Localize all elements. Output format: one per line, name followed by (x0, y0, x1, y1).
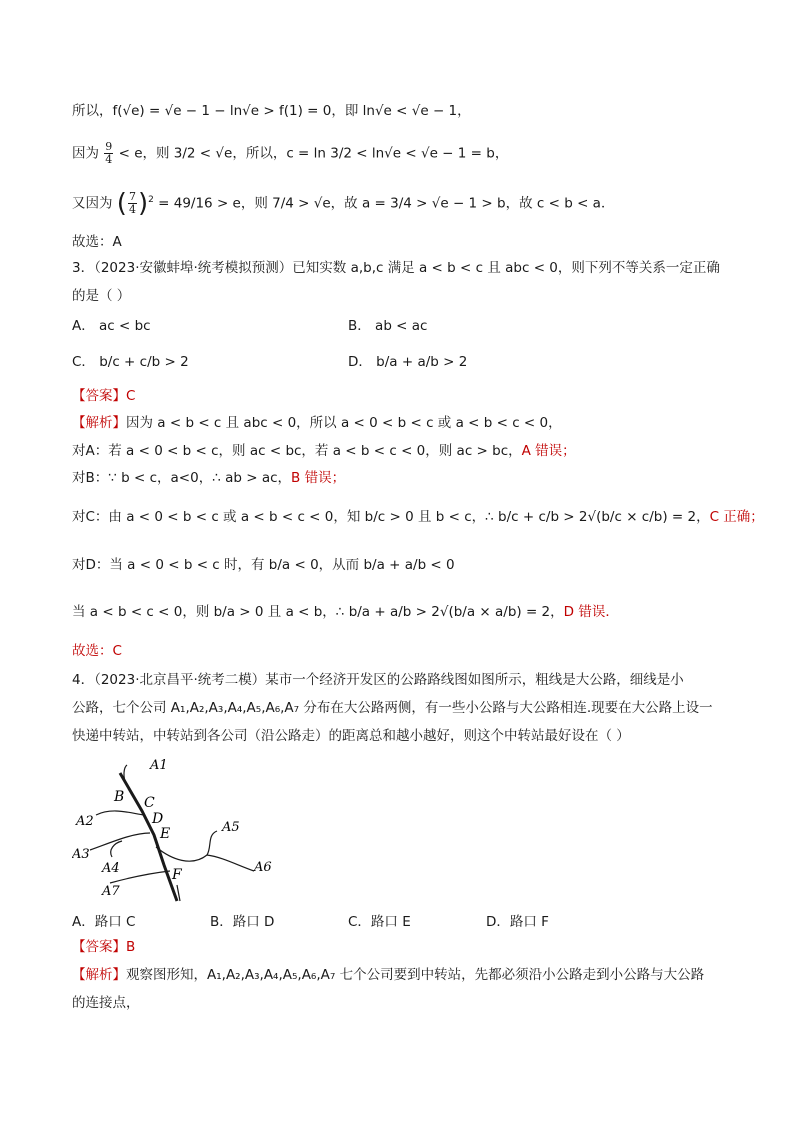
fig-label-a4: A4 (102, 861, 120, 876)
q4-stem-line-2: 公路，七个公司 A₁,A₂,A₃,A₄,A₅,A₆,A₇ 分布在大公路两侧，有一些小公路与大公路相连.现要在大公路上设一 (72, 700, 713, 716)
road-a4 (111, 841, 122, 857)
q4-stem-line-1: 4．（2023·北京昌平·统考二模）某市一个经济开发区的公路路线图如图所示，粗线是大公路，细线是小 (72, 672, 684, 688)
solution-line-3-rest: = 49/16 > e，则 7/4 > √e，故 a = 3/4 > √e − 1 > b，故 c < b < a． (158, 195, 615, 212)
fig-label-a1: A1 (150, 758, 168, 773)
analysis-text: 对C：由 a < 0 < b < c 或 a < b < c < 0，知 b/c > 0 且 b < c，∴ b/c + c/b > 2√(b/c × c/b) = 2， (72, 509, 710, 525)
fig-label-a2: A2 (76, 814, 94, 829)
q3-final-answer: 故选：C (72, 643, 122, 659)
solution-line-2-rest: < e，则 3/2 < √e，所以，c = ln 3/2 < ln√e < √e − 1 = b， (118, 145, 509, 162)
verdict-text: D 错误． (563, 604, 619, 620)
road-map-figure (72, 755, 292, 905)
analysis-text: 当 a < b < c < 0，则 b/a > 0 且 a < b，∴ b/a + a/b > 2√(b/a × a/b) = 2， (72, 604, 564, 620)
prev-final-answer: 故选：A (72, 234, 122, 250)
solution-line-2-prefix: 因为 (72, 145, 99, 162)
solution-line-3: 又因为 ( $\frac{7}{4}$ )$^2$ = 49/16 > e，则 7/4 > √e，故 a = 3/4 > √e − 1 > b，故 c < b < a． (72, 188, 615, 219)
q4-analysis-line-2: 的连接点， (72, 995, 140, 1011)
q3-analysis-line-6 (72, 602, 619, 622)
fig-label-d: D (152, 811, 164, 827)
analysis-tag: 【解析】 (72, 415, 126, 431)
fraction-7-4: $\frac{7}{4}$ (128, 190, 136, 216)
q3-option-c[interactable]: C． b/c + c/b > 2 (72, 354, 189, 370)
q3-analysis-line-4 (72, 507, 764, 527)
verdict-text: A 错误； (521, 443, 576, 459)
answer-value: C (126, 388, 136, 404)
q4-answer-line (72, 937, 135, 957)
q3-option-d[interactable]: D． b/a + a/b > 2 (348, 354, 468, 370)
road-a2 (96, 811, 144, 815)
q3-analysis-line-3 (72, 468, 345, 488)
q4-option-c[interactable]: C．路口 E (348, 914, 411, 930)
q3-option-b[interactable]: B． ab < ac (348, 318, 428, 334)
solution-line-1: 所以，f(√e) = √e − 1 − ln√e > f(1) = 0，即 ln√e < √e − 1， (72, 103, 471, 119)
q3-analysis-line-1 (72, 413, 562, 433)
fig-label-a3: A3 (72, 847, 90, 862)
fig-label-c: C (144, 795, 155, 811)
analysis-text: 对A：若 a < 0 < b < c，则 ac < bc，若 a < b < c < 0，则 ac > bc， (72, 443, 522, 459)
fig-label-a7: A7 (102, 884, 120, 899)
q4-option-a[interactable]: A．路口 C (72, 914, 136, 930)
fig-label-f: F (172, 867, 182, 883)
q3-analysis-line-2 (72, 441, 576, 461)
q3-analysis-line-5: 对D：当 a < 0 < b < c 时，有 b/a < 0，从而 b/a + a/b < 0 (72, 557, 455, 573)
q3-stem-line-1: 3．（2023·安徽蚌埠·统考模拟预测）已知实数 a,b,c 满足 a < b < c 且 abc < 0，则下列不等关系一定正确 (72, 260, 720, 276)
q4-stem-line-3: 快递中转站，中转站到各公司（沿公路走）的距离总和越小越好，则这个中转站最好设在（ ） (72, 728, 630, 744)
road-a5-a6 (156, 831, 254, 871)
q3-answer-line (72, 386, 135, 406)
q4-option-b[interactable]: B．路口 D (210, 914, 275, 930)
verdict-text: C 正确； (709, 509, 764, 525)
analysis-text: 因为 a < b < c 且 abc < 0，所以 a < 0 < b < c 或 a < b < c < 0， (126, 415, 562, 431)
analysis-tag: 【解析】 (72, 967, 126, 983)
fig-label-e: E (160, 826, 171, 842)
fig-label-a6: A6 (254, 860, 272, 875)
verdict-text: B 错误； (291, 470, 346, 486)
answer-tag: 【答案】 (72, 388, 126, 404)
fig-label-b: B (114, 789, 125, 805)
answer-value: B (126, 939, 136, 955)
solution-line-2 (72, 141, 508, 166)
q3-option-a[interactable]: A． ac < bc (72, 318, 151, 334)
solution-line-3-prefix: 又因为 (72, 195, 113, 212)
q4-option-d[interactable]: D．路口 F (486, 914, 549, 930)
q3-stem-line-2: 的是（ ） (72, 288, 131, 304)
fraction-9-4: $\frac{9}{4}$ (105, 140, 113, 166)
q4-analysis-line-1 (72, 965, 704, 985)
analysis-text: 对B：∵ b < c，a<0，∴ ab > ac， (72, 470, 292, 486)
analysis-text: 观察图形知，A₁,A₂,A₃,A₄,A₅,A₆,A₇ 七个公司要到中转站，先都必须沿小公路走到小公路与大公路 (126, 967, 705, 983)
answer-tag: 【答案】 (72, 939, 126, 955)
fig-label-a5: A5 (222, 820, 240, 835)
